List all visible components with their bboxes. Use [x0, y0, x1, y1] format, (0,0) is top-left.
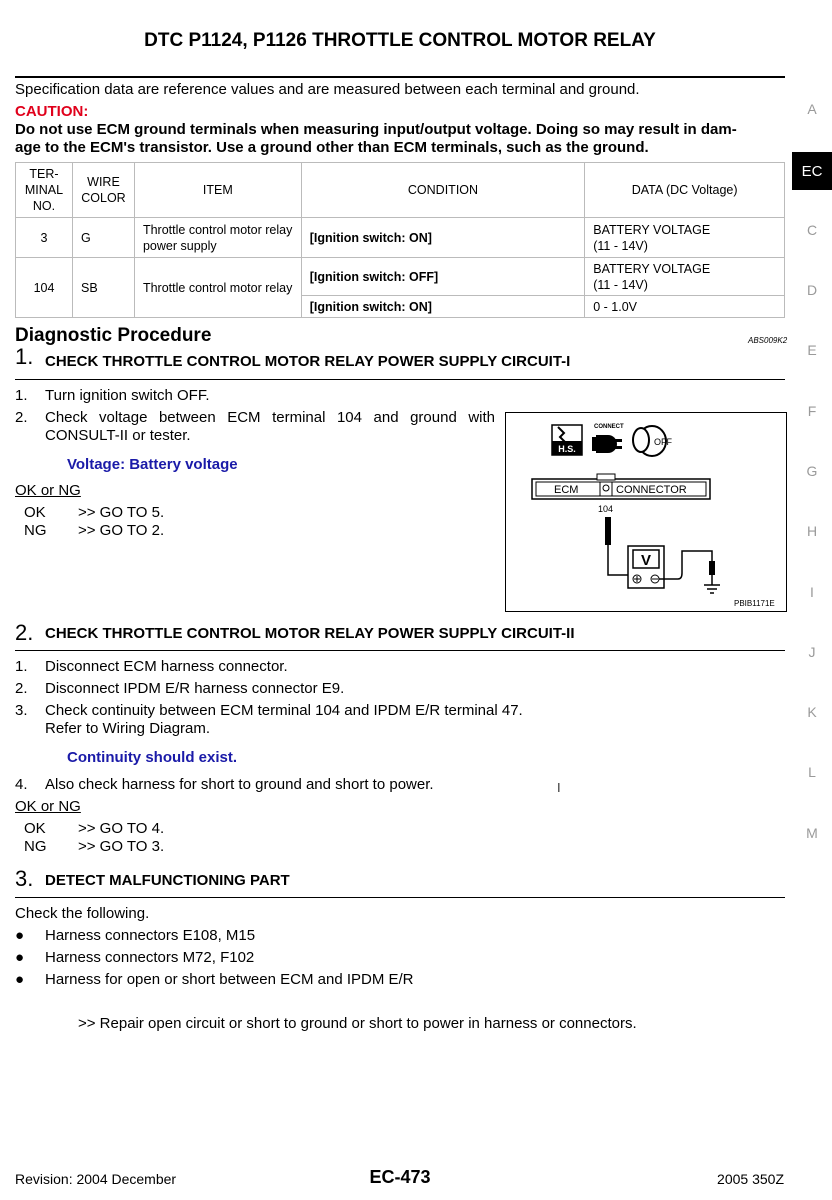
- ecm-label: ECM: [554, 484, 579, 496]
- svg-text:OFF: OFF: [654, 437, 672, 447]
- data-cell: BATTERY VOLTAGE (11 - 14V): [585, 218, 785, 258]
- terminal-spec-table: [15, 162, 785, 318]
- data-cell: 0 - 1.0V: [585, 296, 785, 318]
- voltmeter: [628, 546, 664, 588]
- step-1-title: CHECK THROTTLE CONTROL MOTOR RELAY POWER SUPPLY CIRCUIT-I: [45, 353, 571, 370]
- terminal-104-label: 104: [598, 504, 614, 514]
- side-index-g[interactable]: G: [806, 463, 818, 479]
- step-2-ok-label: OK: [24, 820, 46, 837]
- item-cell: Throttle control motor relay: [134, 258, 301, 318]
- step-1-spec: Voltage: Battery voltage: [67, 456, 238, 473]
- section-heading: Diagnostic Procedure: [15, 325, 212, 346]
- step-3-action[interactable]: >> Repair open circuit or short to ground or short to power in harness or connectors.: [78, 1015, 637, 1032]
- step-1-item-number: 1.: [15, 387, 28, 404]
- step-2-title: CHECK THROTTLE CONTROL MOTOR RELAY POWER SUPPLY CIRCUIT-II: [45, 625, 575, 642]
- side-index-a[interactable]: A: [807, 101, 817, 117]
- side-index-e[interactable]: E: [807, 342, 817, 358]
- side-index-d[interactable]: D: [806, 282, 818, 298]
- item-cell: Throttle control motor relay power supply: [134, 218, 301, 258]
- step-2-item-number: 3.: [15, 702, 28, 719]
- table-row: [16, 258, 785, 296]
- page-title: DTC P1124, P1126 THROTTLE CONTROL MOTOR RELAY: [144, 30, 656, 51]
- connect-icon: [592, 424, 624, 453]
- step-3-rule: [15, 897, 785, 898]
- header-data: DATA (DC Voltage): [585, 163, 785, 218]
- step-1-ok-label: OK: [24, 504, 46, 521]
- voltage-check-figure: [505, 412, 787, 612]
- hs-icon: [552, 425, 582, 455]
- step-1-item-text: Turn ignition switch OFF.: [45, 387, 210, 404]
- terminal-cell: 104: [16, 258, 73, 318]
- step-3-bullet: Harness for open or short between ECM and IPDM E/R: [45, 971, 414, 988]
- side-index-i[interactable]: I: [810, 584, 814, 600]
- step-1-ng-action[interactable]: >> GO TO 2.: [78, 522, 165, 539]
- step-3-intro: Check the following.: [15, 905, 150, 922]
- wire-cell: SB: [72, 258, 134, 318]
- condition-cell: [Ignition switch: OFF]: [301, 258, 585, 296]
- step-2-item-number: 4.: [15, 776, 28, 793]
- svg-text:CONNECT: CONNECT: [594, 424, 624, 430]
- caution-line-2: age to the ECM's transistor. Use a ground other than ECM terminals, such as the ground.: [15, 139, 649, 156]
- ground-lead: [659, 551, 712, 579]
- step-1-number: 1.: [15, 344, 34, 369]
- text-cursor-icon: I: [557, 780, 561, 795]
- footer-revision: Revision: 2004 December: [15, 1171, 177, 1187]
- step-2-ng-action[interactable]: >> GO TO 3.: [78, 838, 165, 855]
- step-2-rule: [15, 650, 785, 651]
- step-2-spec: Continuity should exist.: [67, 749, 238, 766]
- svg-text:V: V: [640, 552, 652, 569]
- step-1-rule: [15, 379, 785, 380]
- bullet-icon: ●: [15, 927, 25, 944]
- svg-text:H.S.: H.S.: [558, 444, 576, 454]
- step-1-ng-label: NG: [24, 522, 47, 539]
- side-index-h[interactable]: H: [806, 523, 818, 539]
- red-probe: [605, 517, 611, 545]
- header-wire-color: WIRE COLOR: [72, 163, 134, 218]
- circuit-diagram: [506, 413, 786, 611]
- table-header-row: [16, 163, 785, 218]
- step-1-item-number: 2.: [15, 409, 28, 426]
- side-index-f[interactable]: F: [807, 403, 817, 419]
- ground-symbol: [704, 575, 720, 593]
- ignition-off-icon: [633, 426, 672, 456]
- step-2-number: 2.: [15, 620, 34, 645]
- figure-code: PBIB1171E: [734, 599, 775, 608]
- black-probe: [709, 561, 715, 575]
- caution-label: CAUTION:: [15, 103, 89, 120]
- side-index-ec-active[interactable]: EC: [792, 152, 832, 190]
- side-index-c[interactable]: C: [806, 222, 818, 238]
- spec-note: Specification data are reference values and are measured between each terminal and ground.: [15, 81, 640, 98]
- step-3-bullet: Harness connectors M72, F102: [45, 949, 255, 966]
- reference-code: ABS009K2: [748, 336, 788, 345]
- terminal-cell: 3: [16, 218, 73, 258]
- side-index-m[interactable]: M: [806, 825, 818, 841]
- step-3-number: 3.: [15, 866, 34, 891]
- side-index-j[interactable]: J: [808, 644, 816, 660]
- caution-line-1: Do not use ECM ground terminals when measuring input/output voltage. Doing so may result in dam-: [15, 121, 737, 138]
- step-1-ok-or-ng: OK or NG: [15, 482, 81, 499]
- condition-cell: [Ignition switch: ON]: [301, 296, 585, 318]
- connector-label: CONNECTOR: [616, 484, 687, 496]
- footer-model: 2005 350Z: [717, 1171, 784, 1187]
- step-3-bullet: Harness connectors E108, M15: [45, 927, 256, 944]
- side-index-k[interactable]: K: [807, 704, 817, 720]
- wire-cell: G: [72, 218, 134, 258]
- side-index-l[interactable]: L: [808, 764, 816, 780]
- step-2-item-text: Also check harness for short to ground and short to power.: [45, 776, 434, 793]
- step-3-title: DETECT MALFUNCTIONING PART: [45, 872, 290, 889]
- header-item: ITEM: [134, 163, 301, 218]
- data-cell: BATTERY VOLTAGE (11 - 14V): [585, 258, 785, 296]
- step-2-ng-label: NG: [24, 838, 47, 855]
- step-2-item-text: Disconnect IPDM E/R harness connector E9.: [45, 680, 345, 697]
- step-1-item-text-cont: CONSULT-II or tester.: [45, 427, 191, 444]
- step-2-item-number: 2.: [15, 680, 28, 697]
- ecm-connector: [532, 474, 710, 499]
- bullet-icon: ●: [15, 971, 25, 988]
- footer-page-number: EC-473: [369, 1167, 431, 1187]
- title-rule: [15, 76, 785, 78]
- step-2-item-text: Check continuity between ECM terminal 104 and IPDM E/R terminal 47.: [45, 702, 523, 719]
- bullet-icon: ●: [15, 949, 25, 966]
- probe-lead: [608, 545, 630, 575]
- step-2-ok-action[interactable]: >> GO TO 4.: [78, 820, 165, 837]
- step-1-item-text: Check voltage between ECM terminal 104 and ground with: [45, 409, 495, 426]
- header-terminal: TER- MINAL NO.: [16, 163, 73, 218]
- header-condition: CONDITION: [301, 163, 585, 218]
- table-row: [16, 218, 785, 258]
- step-2-item-number: 1.: [15, 658, 28, 675]
- condition-cell: [Ignition switch: ON]: [301, 218, 585, 258]
- step-2-ok-or-ng: OK or NG: [15, 798, 81, 815]
- step-1-ok-action[interactable]: >> GO TO 5.: [78, 504, 165, 521]
- step-2-item-text: Disconnect ECM harness connector.: [45, 658, 288, 675]
- step-2-item-text-cont: Refer to Wiring Diagram.: [45, 720, 211, 737]
